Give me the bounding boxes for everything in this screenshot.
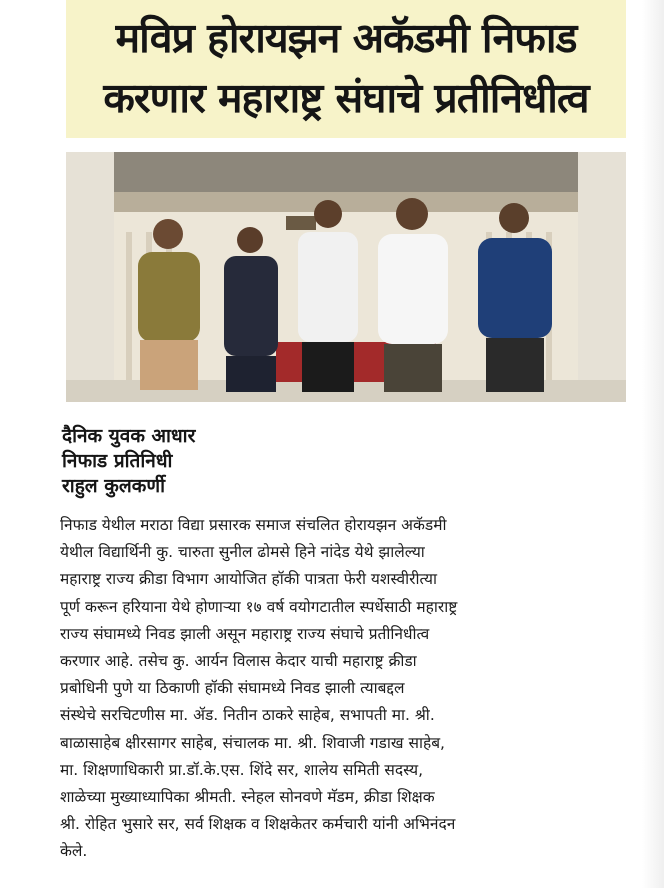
correspondent-role: निफाड प्रतिनिधी xyxy=(62,450,173,472)
headline-line-1: मविप्र होरायझन अकॅडमी निफाड xyxy=(115,14,577,62)
newspaper-name: दैनिक युवक आधार xyxy=(62,425,196,447)
article-line: करणार आहे. तसेच कु. आर्यन विलास केदार याची महाराष्ट्र क्रीडा xyxy=(60,652,417,671)
article-line: निफाड येथील मराठा विद्या प्रसारक समाज संचलित होरायझन अकॅडमी xyxy=(60,516,447,534)
article-line: बाळासाहेब क्षीरसागर साहेब, संचालक मा. श्री. शिवाजी गडाख साहेब, xyxy=(60,733,445,752)
headline-line-2: करणार महाराष्ट्र संघाचे प्रतीनिधीत्व xyxy=(103,74,589,122)
reporter-name: राहुल कुलकर्णी xyxy=(62,475,166,497)
article-line: श्री. रोहित भुसारे सर, सर्व शिक्षक व शिक्षकेतर कर्मचारी यांनी अभिनंदन xyxy=(60,815,456,834)
byline xyxy=(62,424,622,499)
article-line: शाळेच्या मुख्याध्यापिका श्रीमती. स्नेहल सोनवणे मॅडम, क्रीडा शिक्षक xyxy=(60,788,435,807)
article-line: मा. शिक्षणाधिकारी प्रा.डॉ.के.एस. शिंदे सर, शालेय समिती सदस्य, xyxy=(60,760,424,779)
page-edge-shadow xyxy=(642,0,664,888)
group-photo-illustration xyxy=(66,152,626,402)
article-line: येथील विद्यार्थिनी कु. चारुता सुनील ढोमसे हिने नांदेड येथे झालेल्या xyxy=(60,543,425,562)
article-body xyxy=(60,512,630,866)
article-line: संस्थेचे सरचिटणीस मा. ॲड. नितीन ठाकरे साहेब, सभापती मा. श्री. xyxy=(60,706,435,725)
article-line: पूर्ण करून हरियाना येथे होणाऱ्या १७ वर्ष वयोगटातील स्पर्धेसाठी महाराष्ट्र xyxy=(60,597,458,616)
article-line: महाराष्ट्र राज्य क्रीडा विभाग आयोजित हॉकी पात्रता फेरी यशस्वीरीत्या xyxy=(60,570,437,589)
headline-box xyxy=(66,0,626,138)
article-line: प्रबोधिनी पुणे या ठिकाणी हॉकी संघामध्ये निवड झाली त्याबद्दल xyxy=(60,679,405,698)
article-line: केले. xyxy=(60,842,88,861)
news-photo xyxy=(66,152,626,402)
article-line: राज्य संघामध्ये निवड झाली असून महाराष्ट्र राज्य संघाचे प्रतीनिधीत्व xyxy=(60,624,430,643)
